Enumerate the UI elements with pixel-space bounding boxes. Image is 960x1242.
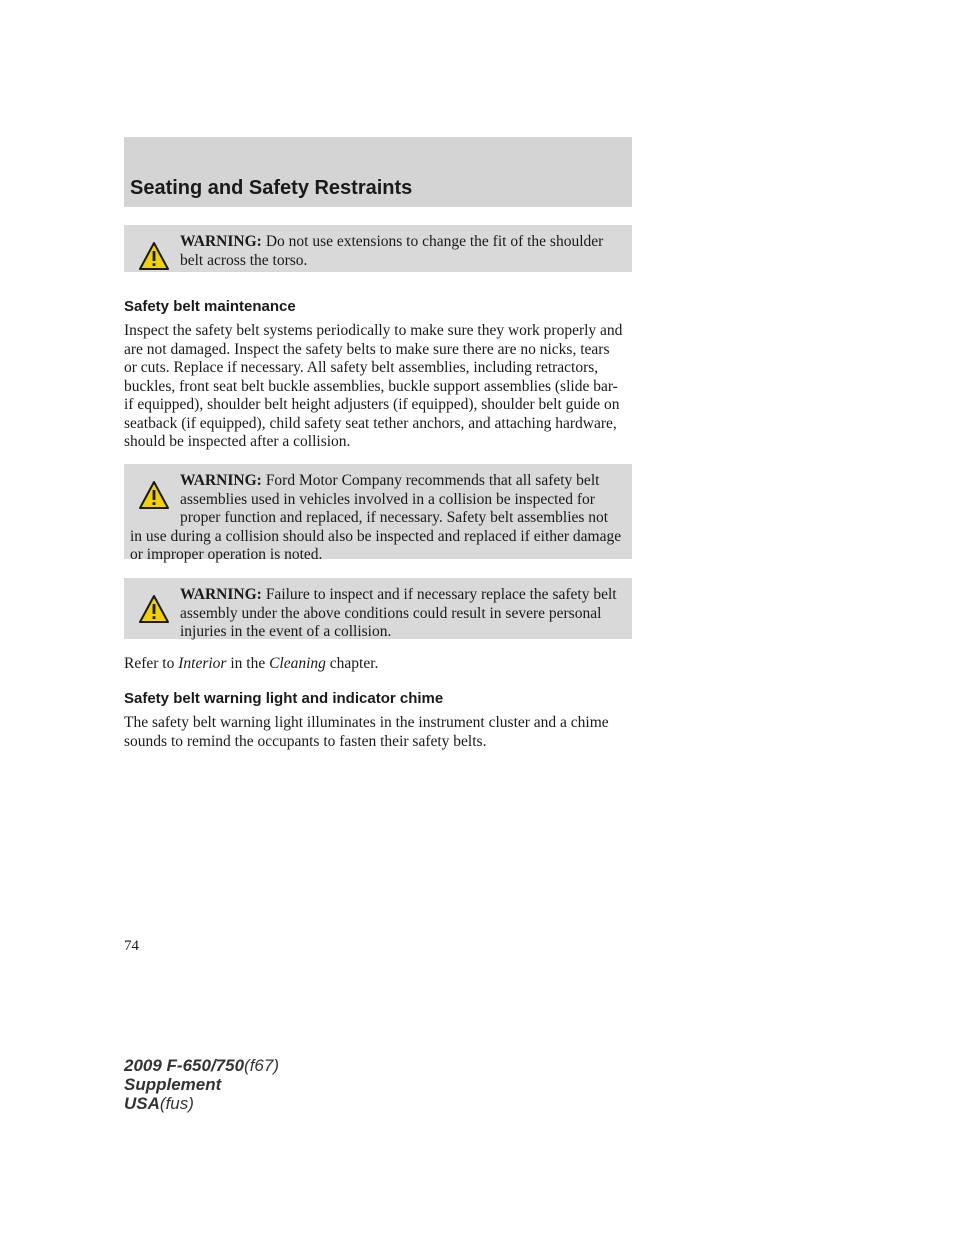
warning-box-replace-assembly: [124, 578, 632, 639]
warning-box-extensions: [124, 225, 632, 272]
reference-middle: in the: [226, 655, 270, 672]
reference-cleaning: Cleaning: [269, 655, 326, 672]
maintenance-paragraph: Inspect the safety belt systems periodically to make sure they work properly and are not damaged. Inspect the safety belts to make sure there are no nicks, tears or cuts. Replace if necessary. All safety belt assemblies, including retractors, buckles, front seat belt buckle assemblies, buckle support assemblies (slide bar-if equipped), shoulder belt height adjusters (if equipped), shoulder belt guide on seatback (if equipped), child safety seat tether anchors, and attaching hardware, should be inspected after a collision.: [124, 322, 623, 450]
page-number: 74: [124, 938, 139, 954]
footer-model-code: (f67): [244, 1056, 280, 1075]
warning-label: WARNING:: [180, 472, 262, 489]
reference-prefix: Refer to: [124, 655, 179, 672]
footer-market-code: (fus): [159, 1094, 194, 1113]
section-header: [124, 137, 632, 207]
warning-text: Ford Motor Company recommends that all safety belt assemblies used in vehicles involved in a collision be inspected for proper function and replaced, if necessary. Safety belt assemblies not in use during a collision should also be inspected and replaced if either damage or improper operation is noted.: [130, 472, 622, 563]
cross-reference: [124, 655, 378, 673]
maintenance-heading: Safety belt maintenance: [124, 298, 296, 315]
warning-box-collision-inspection: [124, 464, 632, 563]
footer-line-model: [124, 1056, 279, 1075]
warning-triangle-icon: [138, 480, 170, 510]
warning-text: Failure to inspect and if necessary replace the safety belt assembly under the above conditions could result in severe personal injuries in the event of a collision.: [180, 586, 617, 640]
document-footer: [124, 1056, 279, 1113]
chime-paragraph: The safety belt warning light illuminates in the instrument cluster and a chime sounds to remind the occupants to fasten their safety belts.: [124, 714, 609, 750]
warning-triangle-icon: [138, 594, 170, 624]
warning-text: Do not use extensions to change the fit of the shoulder belt across the torso.: [180, 233, 604, 269]
footer-line-market: [124, 1094, 279, 1113]
reference-interior: Interior: [178, 655, 227, 672]
warning-triangle-icon: [138, 241, 170, 271]
warning-label: WARNING:: [180, 586, 262, 603]
warning-label: WARNING:: [180, 233, 262, 250]
footer-supplement: Supplement: [124, 1075, 222, 1094]
footer-market: USA: [124, 1094, 160, 1113]
chime-heading: Safety belt warning light and indicator chime: [124, 690, 444, 707]
section-title: Seating and Safety Restraints: [130, 177, 413, 199]
footer-line-supplement: [124, 1075, 279, 1094]
footer-model: 2009 F-650/750: [124, 1056, 245, 1075]
reference-suffix: chapter.: [325, 655, 379, 672]
